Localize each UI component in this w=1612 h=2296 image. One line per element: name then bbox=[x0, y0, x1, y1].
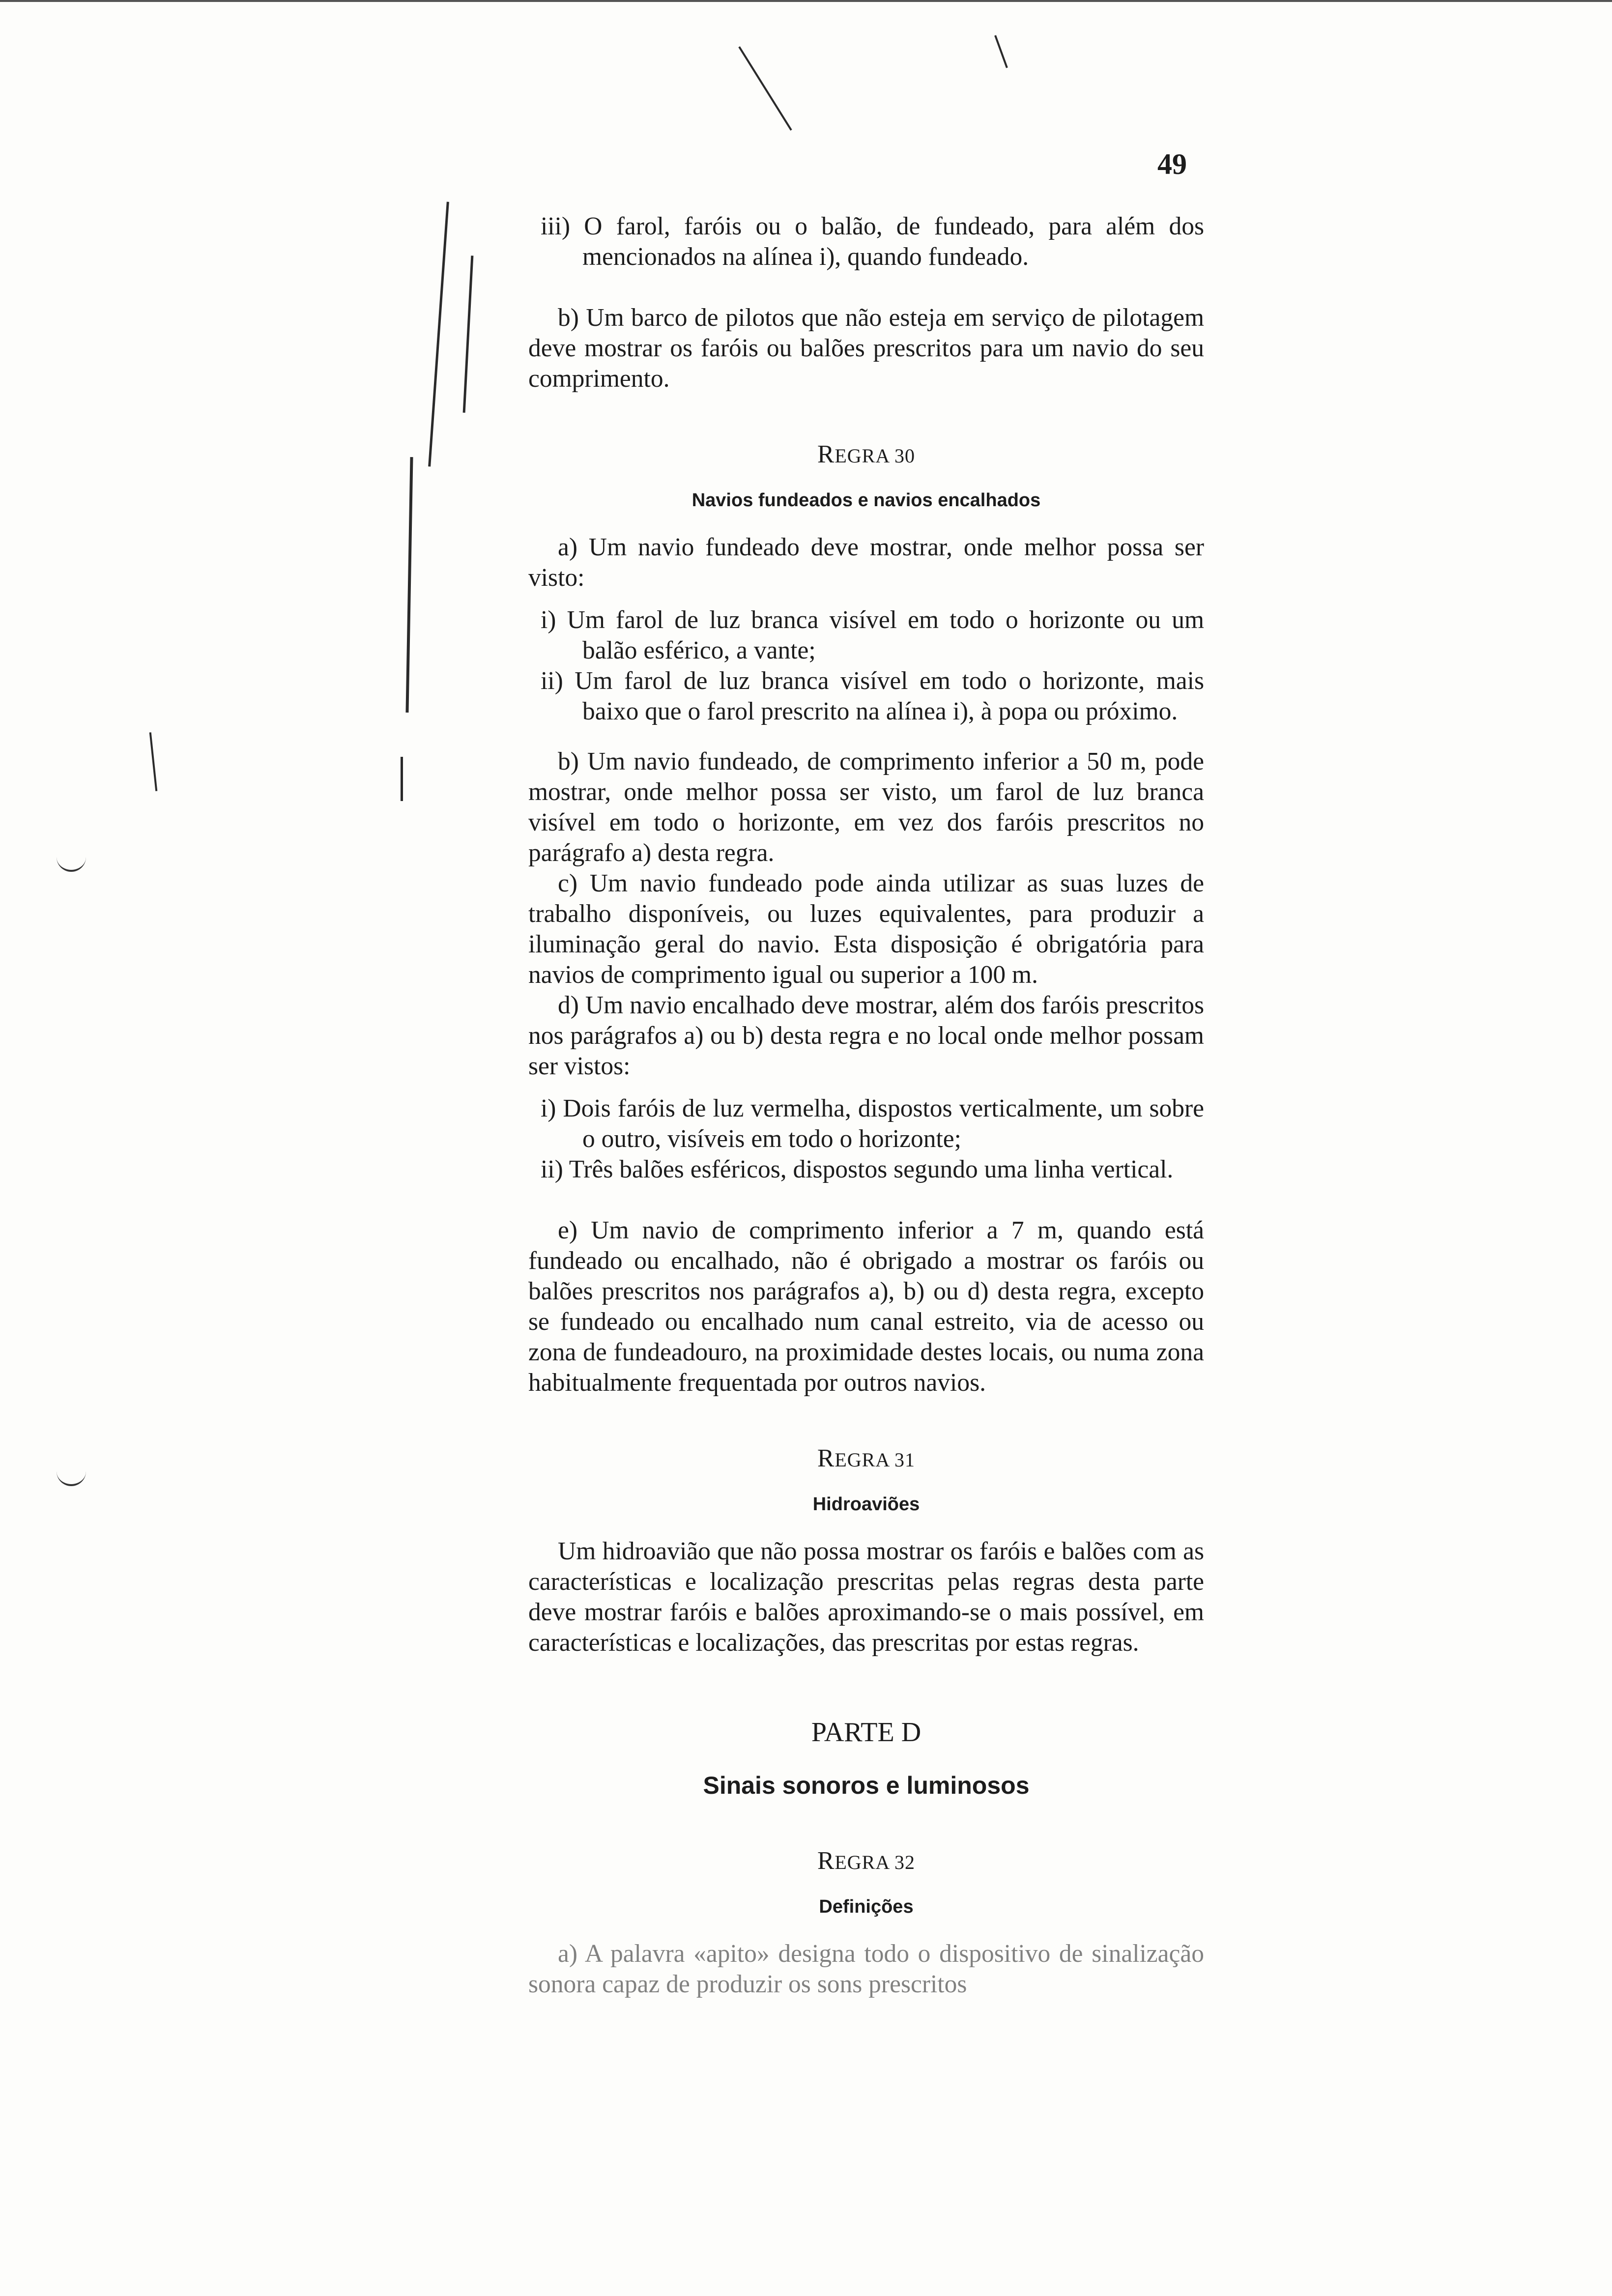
scan-mark bbox=[149, 732, 158, 791]
page-number: 49 bbox=[1157, 148, 1187, 180]
scan-mark bbox=[428, 201, 449, 466]
rule-30-c: c) Um navio fundeado pode ainda utilizar as suas luzes de trabalho disponíveis, ou luzes equivalentes, para produzir a iluminação geral do navio. Esta disposição é obrigatória para navios de comprimento igual ou superior a 100 m. bbox=[528, 869, 1204, 989]
paragraph-iii: iii) O farol, faróis ou o balão, de fundeado, para além dos mencionados na alínea i), quando fundeado. bbox=[541, 212, 1204, 271]
rule-30-b: b) Um navio fundeado, de comprimento inferior a 50 m, pode mostrar, onde melhor possa ser visto, um farol de luz branca visível em todo o horizonte, em vez dos faróis prescritos no parágrafo a) desta regra. bbox=[528, 747, 1204, 867]
rule-32-heading: REGRA 32 bbox=[817, 1847, 916, 1875]
rule-32-a-partial: a) A palavra «apito» designa todo o dispositivo de sinalização sonora capaz de produzir os sons prescritos bbox=[528, 1940, 1204, 1998]
rule-30-a: a) Um navio fundeado deve mostrar, onde melhor possa ser visto: bbox=[528, 533, 1204, 592]
scan-mark bbox=[738, 46, 792, 131]
rule-30-d-ii: ii) Três balões esféricos, dispostos segundo uma linha vertical. bbox=[541, 1155, 1174, 1183]
rule-30-d: d) Um navio encalhado deve mostrar, além dos faróis prescritos nos parágrafos a) ou b) desta regra e no local onde melhor possam ser vistos: bbox=[528, 991, 1204, 1080]
rule-30-e: e) Um navio de comprimento inferior a 7 m, quando está fundeado ou encalhado, não é obrigado a mostrar os faróis ou balões prescritos nos parágrafos a), b) ou d) desta regra, excepto se fundeado ou encalhado num canal estreito, via de acesso ou zona de fundeadouro, na proximidade destes locais, ou numa zona habitualmente frequentada por outros navios. bbox=[528, 1216, 1204, 1397]
scan-mark bbox=[463, 256, 474, 413]
rule-31-title: Hidroaviões bbox=[812, 1494, 920, 1515]
paragraph-pilot-boat: b) Um barco de pilotos que não esteja em serviço de pilotagem deve mostrar os faróis ou balões prescritos para um navio do seu comprimento. bbox=[528, 304, 1204, 393]
scan-mark bbox=[994, 35, 1008, 68]
rule-31-heading: REGRA 31 bbox=[817, 1444, 916, 1472]
rule-32-title: Definições bbox=[819, 1896, 914, 1917]
part-d-title: Sinais sonoros e luminosos bbox=[703, 1772, 1030, 1799]
part-d-heading: PARTE D bbox=[811, 1717, 921, 1748]
scan-mark bbox=[57, 855, 86, 872]
rule-30-heading: REGRA 30 bbox=[817, 440, 916, 468]
document-body bbox=[528, 211, 1204, 2000]
rule-30-a-i: i) Um farol de luz branca visível em todo o horizonte ou um balão esférico, a vante; bbox=[541, 606, 1204, 664]
scan-mark bbox=[0, 0, 1612, 2]
rule-31-text: Um hidroavião que não possa mostrar os faróis e balões com as características e localização prescritas pelas regras desta parte deve mostrar faróis e balões aproximando-se o mais possível, em características e localizações, das prescritas por estas regras. bbox=[528, 1537, 1204, 1657]
rule-30-a-ii: ii) Um farol de luz branca visível em todo o horizonte, mais baixo que o farol prescrito na alínea i), à popa ou próximo. bbox=[541, 667, 1204, 725]
scan-mark bbox=[57, 1469, 86, 1486]
scan-mark bbox=[401, 757, 403, 801]
scan-mark bbox=[405, 457, 413, 713]
rule-30-title: Navios fundeados e navios encalhados bbox=[691, 490, 1041, 511]
rule-30-d-i: i) Dois faróis de luz vermelha, dispostos verticalmente, um sobre o outro, visíveis em todo o horizonte; bbox=[541, 1094, 1204, 1153]
